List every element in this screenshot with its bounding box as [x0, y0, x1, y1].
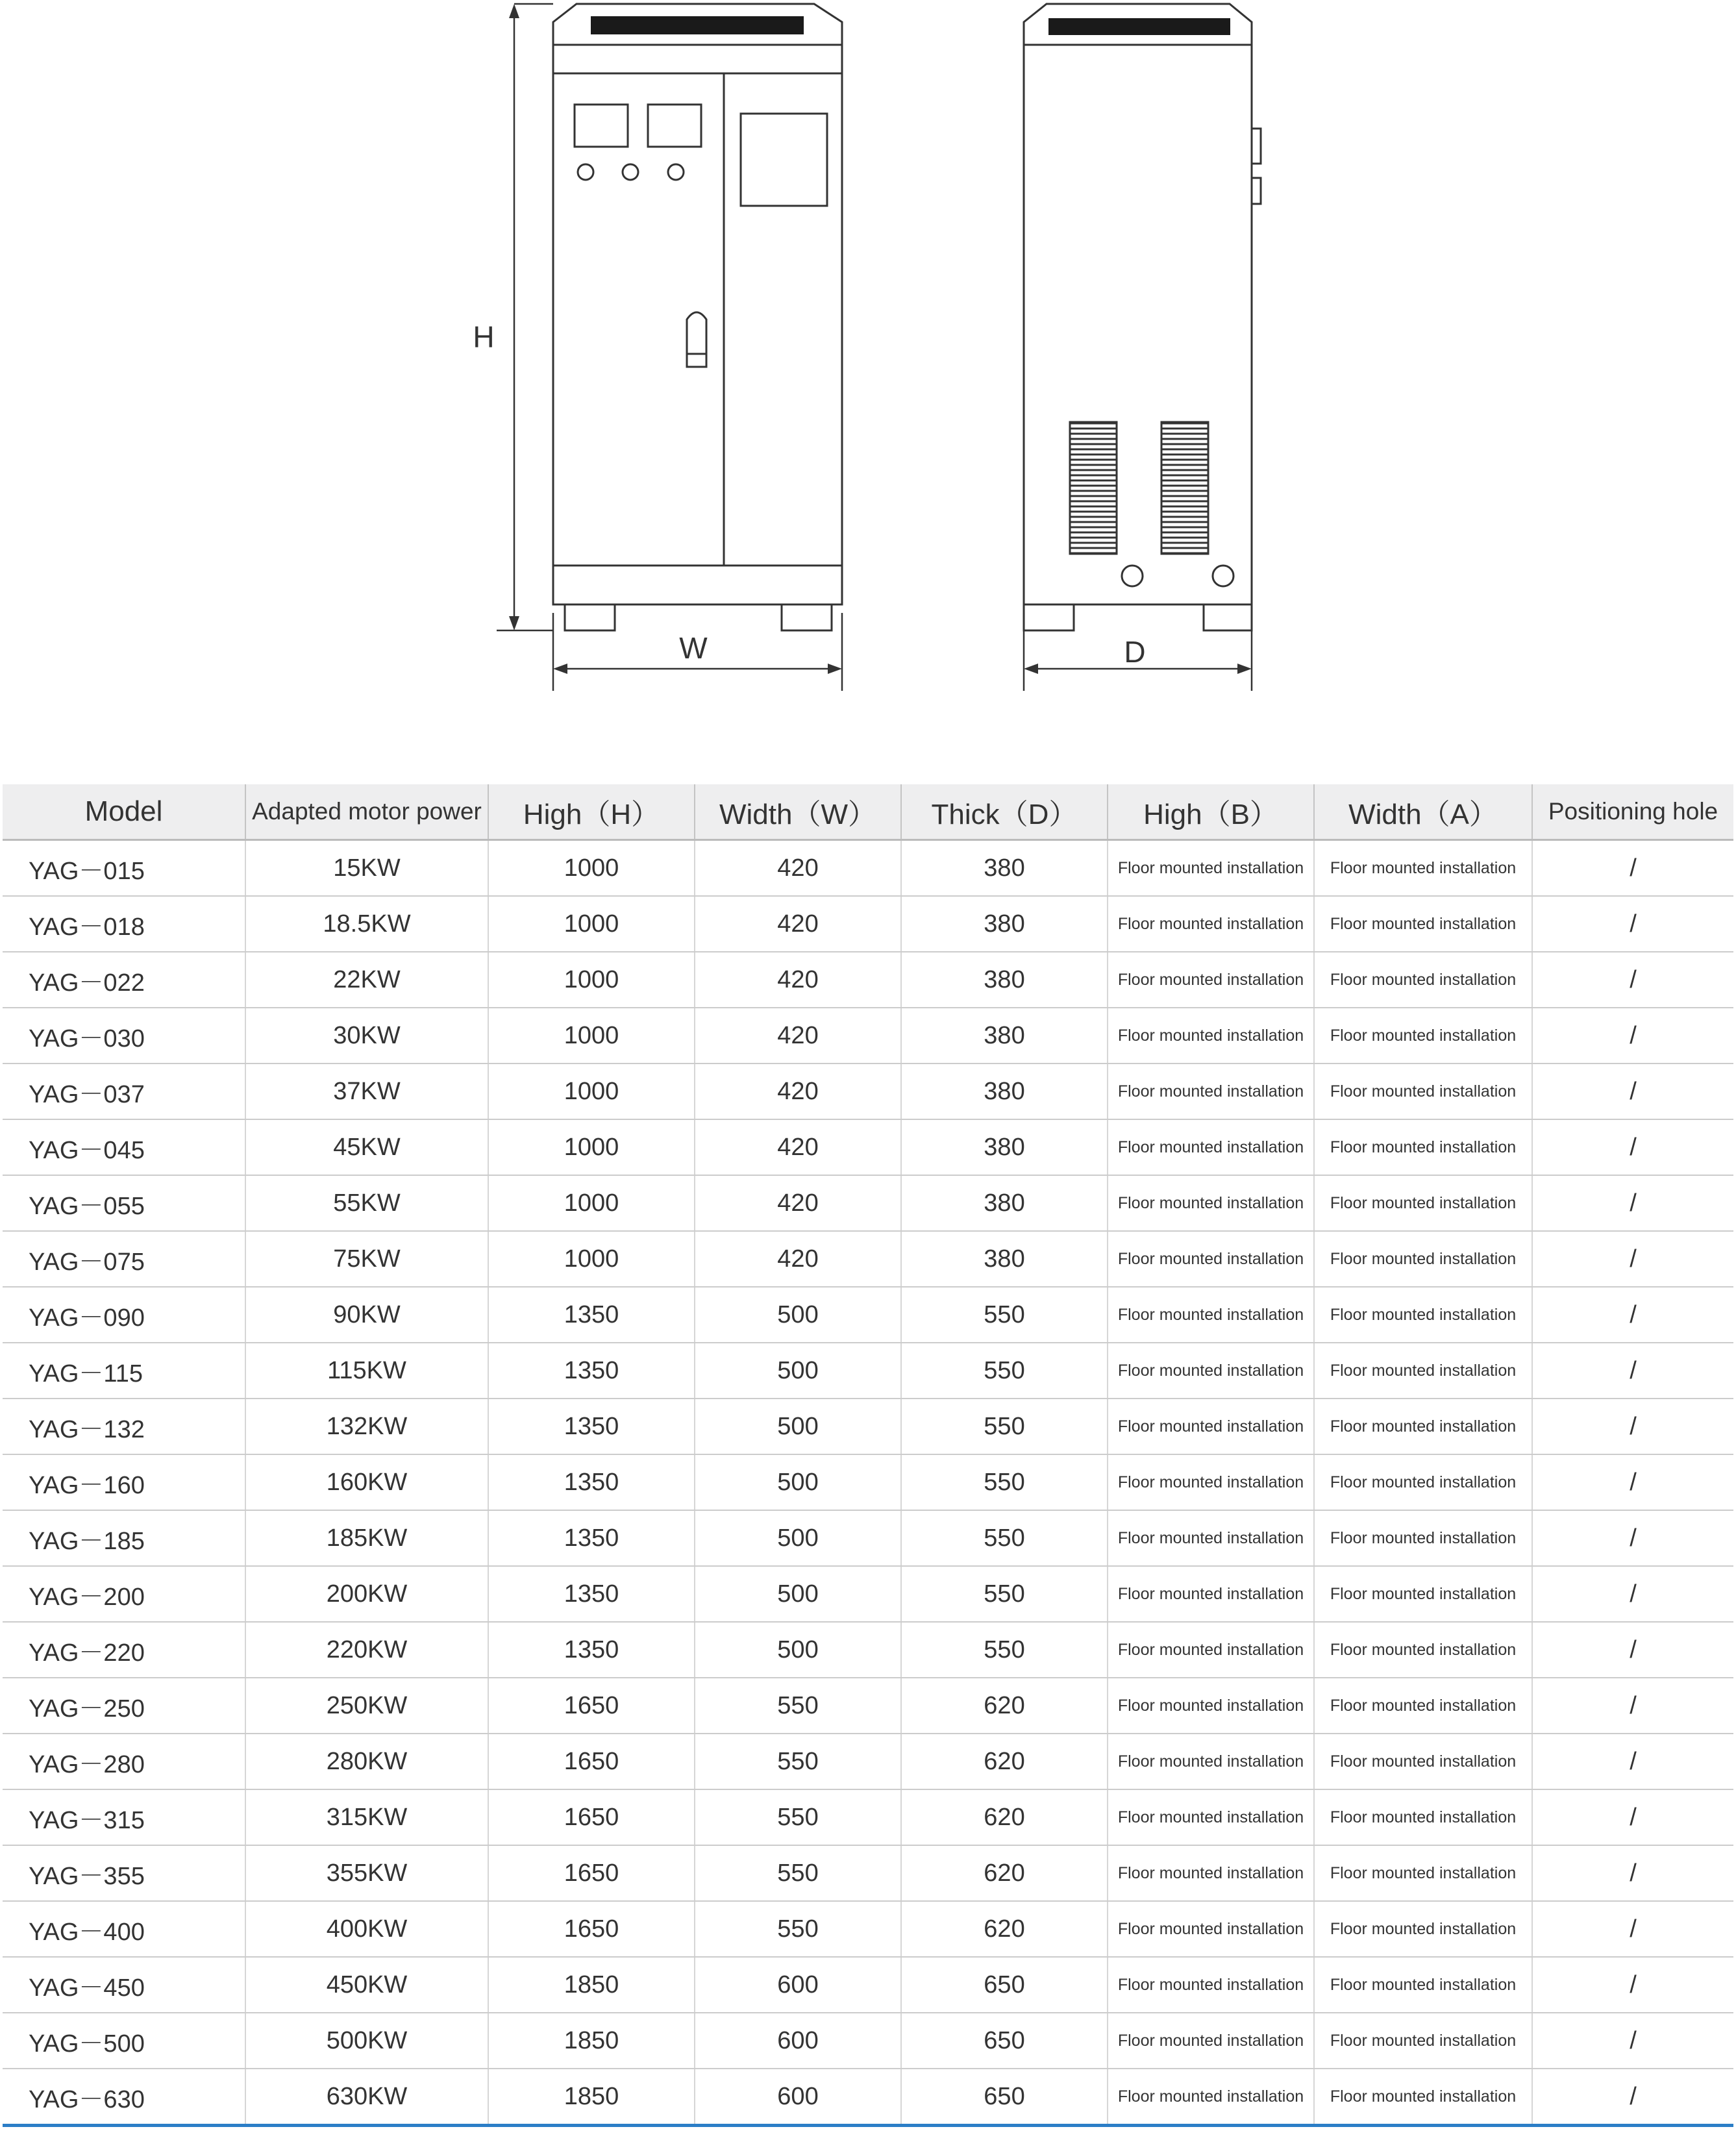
thick-d-cell: 650	[901, 1957, 1108, 2013]
width-a-cell: Floor mounted installation	[1314, 1287, 1532, 1343]
thick-d-cell: 620	[901, 1901, 1108, 1957]
width-a-cell: Floor mounted installation	[1314, 1566, 1532, 1622]
model-cell: YAG－045	[3, 1119, 245, 1175]
positioning-hole-cell: /	[1532, 1622, 1733, 1678]
motor-power-cell: 355KW	[245, 1845, 488, 1901]
width-a-cell: Floor mounted installation	[1314, 1064, 1532, 1119]
high-b-cell: Floor mounted installation	[1108, 896, 1314, 952]
model-cell: YAG－630	[3, 2069, 245, 2126]
header-thick-d: Thick（D）	[901, 784, 1108, 840]
high-h-cell: 1000	[488, 952, 695, 1008]
header-adapted-motor-power: Adapted motor power	[245, 784, 488, 840]
width-a-cell: Floor mounted installation	[1314, 1119, 1532, 1175]
model-cell: YAG－015	[3, 840, 245, 897]
table-row	[3, 1343, 1733, 1399]
motor-power-cell: 400KW	[245, 1901, 488, 1957]
label-depth: D	[1124, 635, 1146, 669]
side-view	[1024, 4, 1261, 630]
motor-power-cell: 250KW	[245, 1678, 488, 1734]
dimension-lines	[497, 4, 1252, 691]
motor-power-cell: 22KW	[245, 952, 488, 1008]
positioning-hole-cell: /	[1532, 1901, 1733, 1957]
high-b-cell: Floor mounted installation	[1108, 2069, 1314, 2126]
cabinet-dimension-drawing	[0, 0, 1736, 714]
model-cell: YAG－132	[3, 1399, 245, 1454]
table-row	[3, 2013, 1733, 2069]
high-b-cell: Floor mounted installation	[1108, 1957, 1314, 2013]
table-row	[3, 1510, 1733, 1566]
width-a-cell: Floor mounted installation	[1314, 1008, 1532, 1064]
motor-power-cell: 200KW	[245, 1566, 488, 1622]
high-h-cell: 1000	[488, 1119, 695, 1175]
high-b-cell: Floor mounted installation	[1108, 1622, 1314, 1678]
thick-d-cell: 550	[901, 1622, 1108, 1678]
high-h-cell: 1650	[488, 1789, 695, 1845]
model-cell: YAG－355	[3, 1845, 245, 1901]
high-h-cell: 1350	[488, 1454, 695, 1510]
model-cell: YAG－160	[3, 1454, 245, 1510]
model-cell: YAG－500	[3, 2013, 245, 2069]
width-a-cell: Floor mounted installation	[1314, 952, 1532, 1008]
table-row	[3, 1845, 1733, 1901]
high-h-cell: 1850	[488, 2013, 695, 2069]
width-w-cell: 550	[695, 1901, 901, 1957]
table-row	[3, 1566, 1733, 1622]
thick-d-cell: 380	[901, 1175, 1108, 1231]
high-h-cell: 1000	[488, 840, 695, 897]
thick-d-cell: 620	[901, 1789, 1108, 1845]
motor-power-cell: 280KW	[245, 1734, 488, 1789]
high-h-cell: 1350	[488, 1399, 695, 1454]
high-h-cell: 1350	[488, 1622, 695, 1678]
high-h-cell: 1350	[488, 1510, 695, 1566]
motor-power-cell: 500KW	[245, 2013, 488, 2069]
table-row	[3, 1399, 1733, 1454]
model-cell: YAG－400	[3, 1901, 245, 1957]
thick-d-cell: 650	[901, 2013, 1108, 2069]
motor-power-cell: 45KW	[245, 1119, 488, 1175]
positioning-hole-cell: /	[1532, 952, 1733, 1008]
thick-d-cell: 550	[901, 1454, 1108, 1510]
model-cell: YAG－185	[3, 1510, 245, 1566]
width-a-cell: Floor mounted installation	[1314, 1175, 1532, 1231]
width-w-cell: 500	[695, 1399, 901, 1454]
width-w-cell: 500	[695, 1510, 901, 1566]
thick-d-cell: 380	[901, 1119, 1108, 1175]
table-row	[3, 1454, 1733, 1510]
width-w-cell: 500	[695, 1566, 901, 1622]
high-b-cell: Floor mounted installation	[1108, 1454, 1314, 1510]
thick-d-cell: 620	[901, 1678, 1108, 1734]
positioning-hole-cell: /	[1532, 2013, 1733, 2069]
thick-d-cell: 650	[901, 2069, 1108, 2126]
width-a-cell: Floor mounted installation	[1314, 840, 1532, 897]
positioning-hole-cell: /	[1532, 1231, 1733, 1287]
table-row	[3, 1957, 1733, 2013]
width-w-cell: 500	[695, 1287, 901, 1343]
width-w-cell: 600	[695, 2013, 901, 2069]
width-a-cell: Floor mounted installation	[1314, 2069, 1532, 2126]
high-b-cell: Floor mounted installation	[1108, 1175, 1314, 1231]
width-w-cell: 500	[695, 1622, 901, 1678]
positioning-hole-cell: /	[1532, 1064, 1733, 1119]
positioning-hole-cell: /	[1532, 1008, 1733, 1064]
high-b-cell: Floor mounted installation	[1108, 1734, 1314, 1789]
width-w-cell: 550	[695, 1734, 901, 1789]
width-a-cell: Floor mounted installation	[1314, 1510, 1532, 1566]
table-row	[3, 1008, 1733, 1064]
high-h-cell: 1650	[488, 1678, 695, 1734]
motor-power-cell: 185KW	[245, 1510, 488, 1566]
table-row	[3, 1901, 1733, 1957]
width-w-cell: 500	[695, 1454, 901, 1510]
model-cell: YAG－220	[3, 1622, 245, 1678]
table-row	[3, 1678, 1733, 1734]
thick-d-cell: 380	[901, 840, 1108, 897]
high-b-cell: Floor mounted installation	[1108, 1845, 1314, 1901]
positioning-hole-cell: /	[1532, 840, 1733, 897]
table-row	[3, 1231, 1733, 1287]
width-w-cell: 420	[695, 840, 901, 897]
table-row	[3, 1064, 1733, 1119]
model-cell: YAG－315	[3, 1789, 245, 1845]
width-a-cell: Floor mounted installation	[1314, 1343, 1532, 1399]
width-a-cell: Floor mounted installation	[1314, 1622, 1532, 1678]
motor-power-cell: 115KW	[245, 1343, 488, 1399]
motor-power-cell: 37KW	[245, 1064, 488, 1119]
high-b-cell: Floor mounted installation	[1108, 1064, 1314, 1119]
width-w-cell: 420	[695, 896, 901, 952]
high-b-cell: Floor mounted installation	[1108, 1399, 1314, 1454]
high-b-cell: Floor mounted installation	[1108, 952, 1314, 1008]
table-row	[3, 1119, 1733, 1175]
model-cell: YAG－280	[3, 1734, 245, 1789]
thick-d-cell: 380	[901, 1231, 1108, 1287]
width-w-cell: 550	[695, 1789, 901, 1845]
width-a-cell: Floor mounted installation	[1314, 896, 1532, 952]
motor-power-cell: 630KW	[245, 2069, 488, 2126]
table-row	[3, 1175, 1733, 1231]
positioning-hole-cell: /	[1532, 1119, 1733, 1175]
thick-d-cell: 550	[901, 1510, 1108, 1566]
positioning-hole-cell: /	[1532, 896, 1733, 952]
width-w-cell: 600	[695, 2069, 901, 2126]
high-h-cell: 1650	[488, 1901, 695, 1957]
high-b-cell: Floor mounted installation	[1108, 2013, 1314, 2069]
thick-d-cell: 550	[901, 1287, 1108, 1343]
header-high-b: High（B）	[1108, 784, 1314, 840]
header-width-w: Width（W）	[695, 784, 901, 840]
specification-table	[3, 784, 1733, 2127]
thick-d-cell: 380	[901, 952, 1108, 1008]
positioning-hole-cell: /	[1532, 1287, 1733, 1343]
high-h-cell: 1350	[488, 1343, 695, 1399]
table-row	[3, 840, 1733, 897]
model-cell: YAG－250	[3, 1678, 245, 1734]
model-cell: YAG－115	[3, 1343, 245, 1399]
model-cell: YAG－037	[3, 1064, 245, 1119]
table-row	[3, 896, 1733, 952]
positioning-hole-cell: /	[1532, 1845, 1733, 1901]
high-b-cell: Floor mounted installation	[1108, 1901, 1314, 1957]
width-w-cell: 500	[695, 1343, 901, 1399]
width-w-cell: 550	[695, 1678, 901, 1734]
high-h-cell: 1000	[488, 1175, 695, 1231]
positioning-hole-cell: /	[1532, 1454, 1733, 1510]
high-b-cell: Floor mounted installation	[1108, 1008, 1314, 1064]
thick-d-cell: 620	[901, 1845, 1108, 1901]
positioning-hole-cell: /	[1532, 1343, 1733, 1399]
high-h-cell: 1350	[488, 1287, 695, 1343]
high-b-cell: Floor mounted installation	[1108, 840, 1314, 897]
table-row	[3, 1789, 1733, 1845]
high-h-cell: 1650	[488, 1734, 695, 1789]
motor-power-cell: 450KW	[245, 1957, 488, 2013]
high-h-cell: 1000	[488, 1008, 695, 1064]
table-row	[3, 952, 1733, 1008]
thick-d-cell: 550	[901, 1566, 1108, 1622]
motor-power-cell: 30KW	[245, 1008, 488, 1064]
motor-power-cell: 18.5KW	[245, 896, 488, 952]
positioning-hole-cell: /	[1532, 1175, 1733, 1231]
positioning-hole-cell: /	[1532, 2069, 1733, 2126]
positioning-hole-cell: /	[1532, 1678, 1733, 1734]
width-a-cell: Floor mounted installation	[1314, 1901, 1532, 1957]
width-w-cell: 420	[695, 1008, 901, 1064]
thick-d-cell: 380	[901, 896, 1108, 952]
motor-power-cell: 90KW	[245, 1287, 488, 1343]
width-w-cell: 420	[695, 1119, 901, 1175]
width-a-cell: Floor mounted installation	[1314, 1678, 1532, 1734]
model-cell: YAG－200	[3, 1566, 245, 1622]
thick-d-cell: 380	[901, 1008, 1108, 1064]
high-h-cell: 1850	[488, 2069, 695, 2126]
high-h-cell: 1350	[488, 1566, 695, 1622]
width-a-cell: Floor mounted installation	[1314, 1789, 1532, 1845]
width-w-cell: 550	[695, 1845, 901, 1901]
model-cell: YAG－075	[3, 1231, 245, 1287]
high-h-cell: 1000	[488, 1231, 695, 1287]
thick-d-cell: 380	[901, 1064, 1108, 1119]
model-cell: YAG－018	[3, 896, 245, 952]
model-cell: YAG－030	[3, 1008, 245, 1064]
high-h-cell: 1650	[488, 1845, 695, 1901]
table-row	[3, 1287, 1733, 1343]
positioning-hole-cell: /	[1532, 1957, 1733, 2013]
label-width: W	[679, 631, 708, 665]
high-h-cell: 1000	[488, 1064, 695, 1119]
high-b-cell: Floor mounted installation	[1108, 1678, 1314, 1734]
front-view	[553, 4, 842, 630]
motor-power-cell: 75KW	[245, 1231, 488, 1287]
width-a-cell: Floor mounted installation	[1314, 1845, 1532, 1901]
width-a-cell: Floor mounted installation	[1314, 1454, 1532, 1510]
motor-power-cell: 55KW	[245, 1175, 488, 1231]
header-width-a: Width（A）	[1314, 784, 1532, 840]
width-w-cell: 420	[695, 1064, 901, 1119]
positioning-hole-cell: /	[1532, 1734, 1733, 1789]
width-a-cell: Floor mounted installation	[1314, 1231, 1532, 1287]
high-h-cell: 1850	[488, 1957, 695, 2013]
header-high-h: High（H）	[488, 784, 695, 840]
width-w-cell: 420	[695, 1175, 901, 1231]
header-positioning-hole: Positioning hole	[1532, 784, 1733, 840]
motor-power-cell: 315KW	[245, 1789, 488, 1845]
table-row	[3, 2069, 1733, 2126]
header-model: Model	[3, 784, 245, 840]
model-cell: YAG－090	[3, 1287, 245, 1343]
width-a-cell: Floor mounted installation	[1314, 1957, 1532, 2013]
label-height: H	[473, 320, 495, 354]
positioning-hole-cell: /	[1532, 1399, 1733, 1454]
motor-power-cell: 15KW	[245, 840, 488, 897]
high-b-cell: Floor mounted installation	[1108, 1119, 1314, 1175]
motor-power-cell: 220KW	[245, 1622, 488, 1678]
width-w-cell: 600	[695, 1957, 901, 2013]
thick-d-cell: 620	[901, 1734, 1108, 1789]
thick-d-cell: 550	[901, 1399, 1108, 1454]
table-row	[3, 1734, 1733, 1789]
model-cell: YAG－055	[3, 1175, 245, 1231]
motor-power-cell: 132KW	[245, 1399, 488, 1454]
width-w-cell: 420	[695, 1231, 901, 1287]
width-a-cell: Floor mounted installation	[1314, 2013, 1532, 2069]
high-b-cell: Floor mounted installation	[1108, 1231, 1314, 1287]
positioning-hole-cell: /	[1532, 1789, 1733, 1845]
model-cell: YAG－022	[3, 952, 245, 1008]
high-b-cell: Floor mounted installation	[1108, 1510, 1314, 1566]
high-b-cell: Floor mounted installation	[1108, 1287, 1314, 1343]
thick-d-cell: 550	[901, 1343, 1108, 1399]
high-h-cell: 1000	[488, 896, 695, 952]
high-b-cell: Floor mounted installation	[1108, 1789, 1314, 1845]
model-cell: YAG－450	[3, 1957, 245, 2013]
table-row	[3, 1622, 1733, 1678]
width-a-cell: Floor mounted installation	[1314, 1734, 1532, 1789]
width-w-cell: 420	[695, 952, 901, 1008]
high-b-cell: Floor mounted installation	[1108, 1343, 1314, 1399]
high-b-cell: Floor mounted installation	[1108, 1566, 1314, 1622]
positioning-hole-cell: /	[1532, 1510, 1733, 1566]
table-header-row	[3, 784, 1733, 840]
width-a-cell: Floor mounted installation	[1314, 1399, 1532, 1454]
positioning-hole-cell: /	[1532, 1566, 1733, 1622]
motor-power-cell: 160KW	[245, 1454, 488, 1510]
